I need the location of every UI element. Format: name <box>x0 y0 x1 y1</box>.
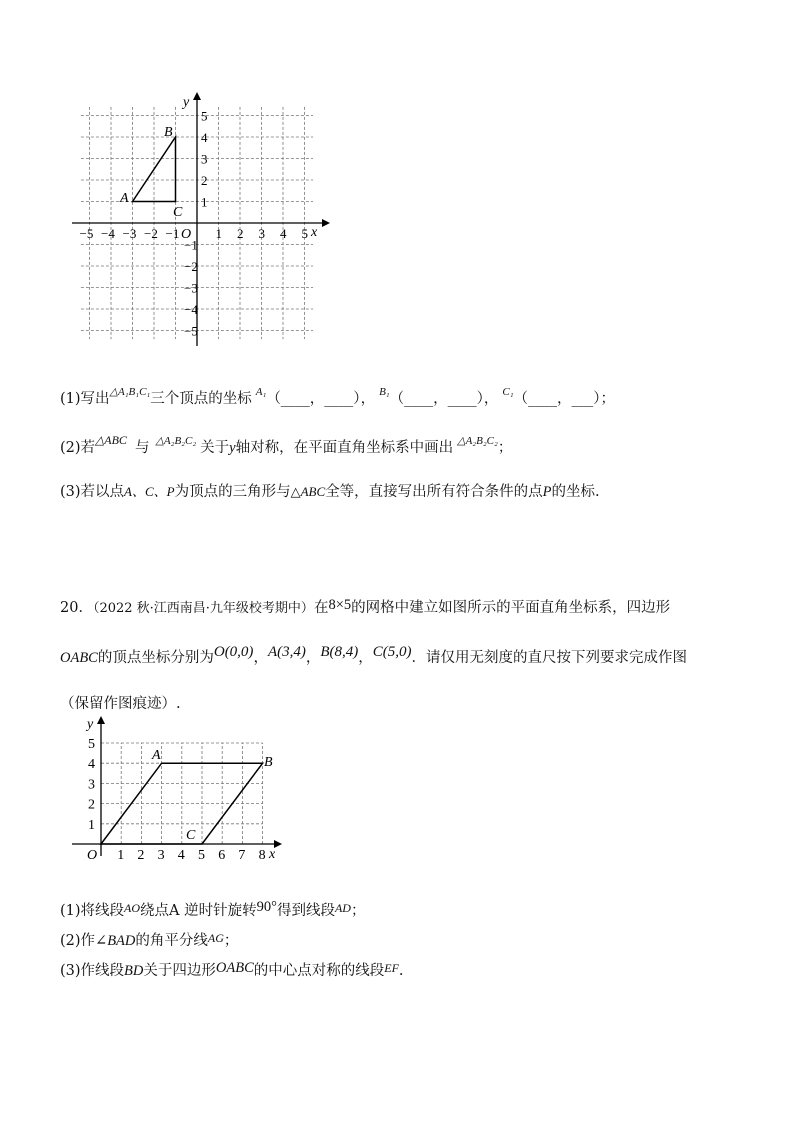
x-tick-label: 3 <box>157 848 165 863</box>
q20-source: （2022 秋·江西南昌·九年级校考期中） <box>92 601 314 616</box>
q19-p3-tri: △ABC <box>290 484 326 499</box>
x-tick-label: 5 <box>198 848 205 863</box>
y-tick-label: −1 <box>184 237 198 253</box>
q20-l2-sep1: ， <box>253 650 268 666</box>
q20-p2-end: ； <box>223 933 239 949</box>
x-tick-label: 6 <box>218 848 226 863</box>
x-tick-label: −5 <box>79 226 94 241</box>
q20-p3-pre: (3)作线段 <box>60 963 125 979</box>
q19-part3 <box>60 480 600 501</box>
x-tick-label: 1 <box>117 848 125 863</box>
q19-p2-tri2: △A₂B₂C₂ <box>155 435 197 447</box>
y-tick-label: 5 <box>201 108 208 124</box>
q19-p3-mid1: 为顶点的三角形与 <box>174 484 291 500</box>
q20-l1-post: 的网格中建立如图所示的平面直角坐标系，四边形 <box>351 600 671 616</box>
q20-l2-sep3: ， <box>358 650 373 666</box>
q20-p1-end: ； <box>350 903 366 919</box>
q20-l2-post: ．请仅用无刻度的直尺按下列要求完成作图 <box>411 650 687 666</box>
x-tick-label: 2 <box>237 226 244 241</box>
x-tick-label: −3 <box>122 226 137 241</box>
q20-p3-quad: OABC <box>215 960 254 976</box>
point-label-a: A <box>120 191 129 206</box>
x-tick-label: 5 <box>301 226 308 241</box>
q19-p1-c1: C₁ <box>502 386 514 398</box>
y-axis-label: y <box>87 717 94 732</box>
q20-p1-seg: AO <box>124 901 141 915</box>
q19-p3-end: 的坐标. <box>551 484 600 500</box>
q20-coord-c: C(5,0) <box>372 644 412 660</box>
x-axis-label: x <box>269 847 276 862</box>
q19-p1-a1-blank: （____，____） <box>266 391 361 407</box>
y-tick-label: 3 <box>201 151 208 167</box>
grid-lines <box>101 743 263 844</box>
q20-quad: OABC <box>60 650 98 666</box>
q20-p3-seg2: EF <box>384 961 399 975</box>
q20-p3-end: . <box>398 963 404 979</box>
y-tick-label: 1 <box>88 817 95 833</box>
q20-number: 20． <box>60 600 93 616</box>
x-tick-label: 3 <box>258 226 265 241</box>
y-axis-arrow <box>193 92 201 100</box>
q19-p3-pts: A、C、P <box>124 484 175 499</box>
q20-p3-mid2: 的中心点对称的线段 <box>253 963 385 979</box>
q19-p1-mid: 三个顶点的坐标 <box>150 391 252 407</box>
y-axis-label: y <box>183 95 190 110</box>
y-tick-label: 2 <box>201 173 208 188</box>
q20-l1-pre: 在 <box>313 600 329 616</box>
x-tick-label: −2 <box>144 226 158 241</box>
q20-p2-mid: 的角平分线 <box>135 933 208 949</box>
q19-p3-prefix: (3)若以点 <box>60 484 125 500</box>
y-axis-arrow <box>97 716 105 724</box>
q19-p2-mid1: 与 <box>134 440 150 456</box>
coordinate-figure-1 <box>60 84 345 354</box>
q19-p3-mid2: 全等，直接写出所有符合条件的点 <box>325 484 543 500</box>
y-tick-label: −3 <box>184 280 198 296</box>
x-tick-label: 4 <box>177 848 185 863</box>
q19-p1-sep1: ， <box>360 391 376 407</box>
point-label-c: C <box>186 828 196 843</box>
q19-p2-tri1: △ABC <box>95 433 127 447</box>
origin-label: O <box>181 227 192 242</box>
point-label-b: B <box>164 125 173 140</box>
y-tick-label: −5 <box>184 323 198 339</box>
q20-line3: （保留作图痕迹）. <box>60 696 181 712</box>
y-tick-label: 3 <box>88 777 95 793</box>
q20-p1-mid: 绕点A 逆时针旋转 <box>140 903 257 919</box>
q19-p1-a1: A₁ <box>255 386 267 398</box>
coordinate-figure-2 <box>60 708 290 868</box>
y-tick-label: 4 <box>201 130 208 145</box>
point-label-a: A <box>152 748 161 763</box>
q19-p3-pvar: P <box>542 484 552 500</box>
q20-grid-size: 8×5 <box>328 597 352 613</box>
q19-p2-yvar: y <box>229 440 236 456</box>
q20-coord-b: B(8,4) <box>320 644 359 660</box>
q20-p3-mid: 关于四边形 <box>143 963 216 979</box>
q19-p1-sep2: ， <box>483 391 499 407</box>
y-tick-label: −2 <box>184 259 198 274</box>
q20-coord-a: A(3,4) <box>267 644 306 660</box>
x-tick-label: 7 <box>238 848 246 863</box>
y-tick-label: −4 <box>184 302 198 317</box>
q20-part1 <box>60 899 365 920</box>
q20-line1 <box>60 596 670 617</box>
q19-p1-b1: B₁ <box>379 386 390 398</box>
y-tick-label: 4 <box>88 757 95 773</box>
q20-p2-pre: (2)作∠ <box>60 933 108 949</box>
q19-part2 <box>60 433 513 457</box>
q20-p1-pre: (1)将线段 <box>60 903 125 919</box>
q19-p1-tri: △A₁B₁C₁ <box>109 386 151 398</box>
q20-coord-o: O(0,0) <box>213 644 254 660</box>
x-axis-label: x <box>311 225 318 240</box>
x-tick-label: 4 <box>280 226 287 241</box>
q20-p1-seg2: AD <box>334 901 351 915</box>
q20-p1-angle: 90° <box>256 899 277 915</box>
q20-line2 <box>60 646 687 667</box>
q20-p2-seg: AG <box>207 931 224 945</box>
q20-part3 <box>60 959 404 980</box>
q20-l2-sep2: ， <box>305 650 321 666</box>
point-label-b: B <box>264 755 273 770</box>
x-tick-label: 2 <box>137 848 145 863</box>
x-axis-arrow <box>322 219 330 227</box>
point-label-c: C <box>173 205 183 220</box>
y-tick-label: 5 <box>88 737 95 752</box>
q19-p2-end: ； <box>497 440 513 456</box>
y-tick-label: 1 <box>201 194 208 210</box>
q19-p2-mid3: 轴对称，在平面直角坐标系中画出 <box>235 440 454 456</box>
q19-p1-c1-blank: （____，___）； <box>513 391 616 407</box>
x-tick-label: 1 <box>215 226 222 241</box>
q20-part2 <box>60 929 238 950</box>
x-tick-label: 8 <box>258 848 266 863</box>
q19-p2-tri3: △A₂B₂C₂ <box>457 435 498 447</box>
q20-p3-seg: BD <box>124 963 144 979</box>
q20-p2-ang: BAD <box>107 933 136 949</box>
q19-p2-mid2: 关于 <box>200 440 230 456</box>
q19-p2-prefix: (2)若 <box>60 440 96 456</box>
origin-label: O <box>87 848 98 863</box>
q20-l2-pre: 的顶点坐标分别为 <box>97 650 214 666</box>
q19-p1-prefix: (1)写出 <box>60 391 110 407</box>
q19-p1-b1-blank: （____，____） <box>389 391 484 407</box>
x-tick-label: −1 <box>165 226 180 241</box>
y-tick-label: 2 <box>88 797 95 813</box>
triangle-abc <box>133 137 176 202</box>
q20-p1-mid2: 得到线段 <box>276 903 335 919</box>
x-tick-label: −4 <box>101 226 115 241</box>
q19-part1 <box>60 387 615 408</box>
